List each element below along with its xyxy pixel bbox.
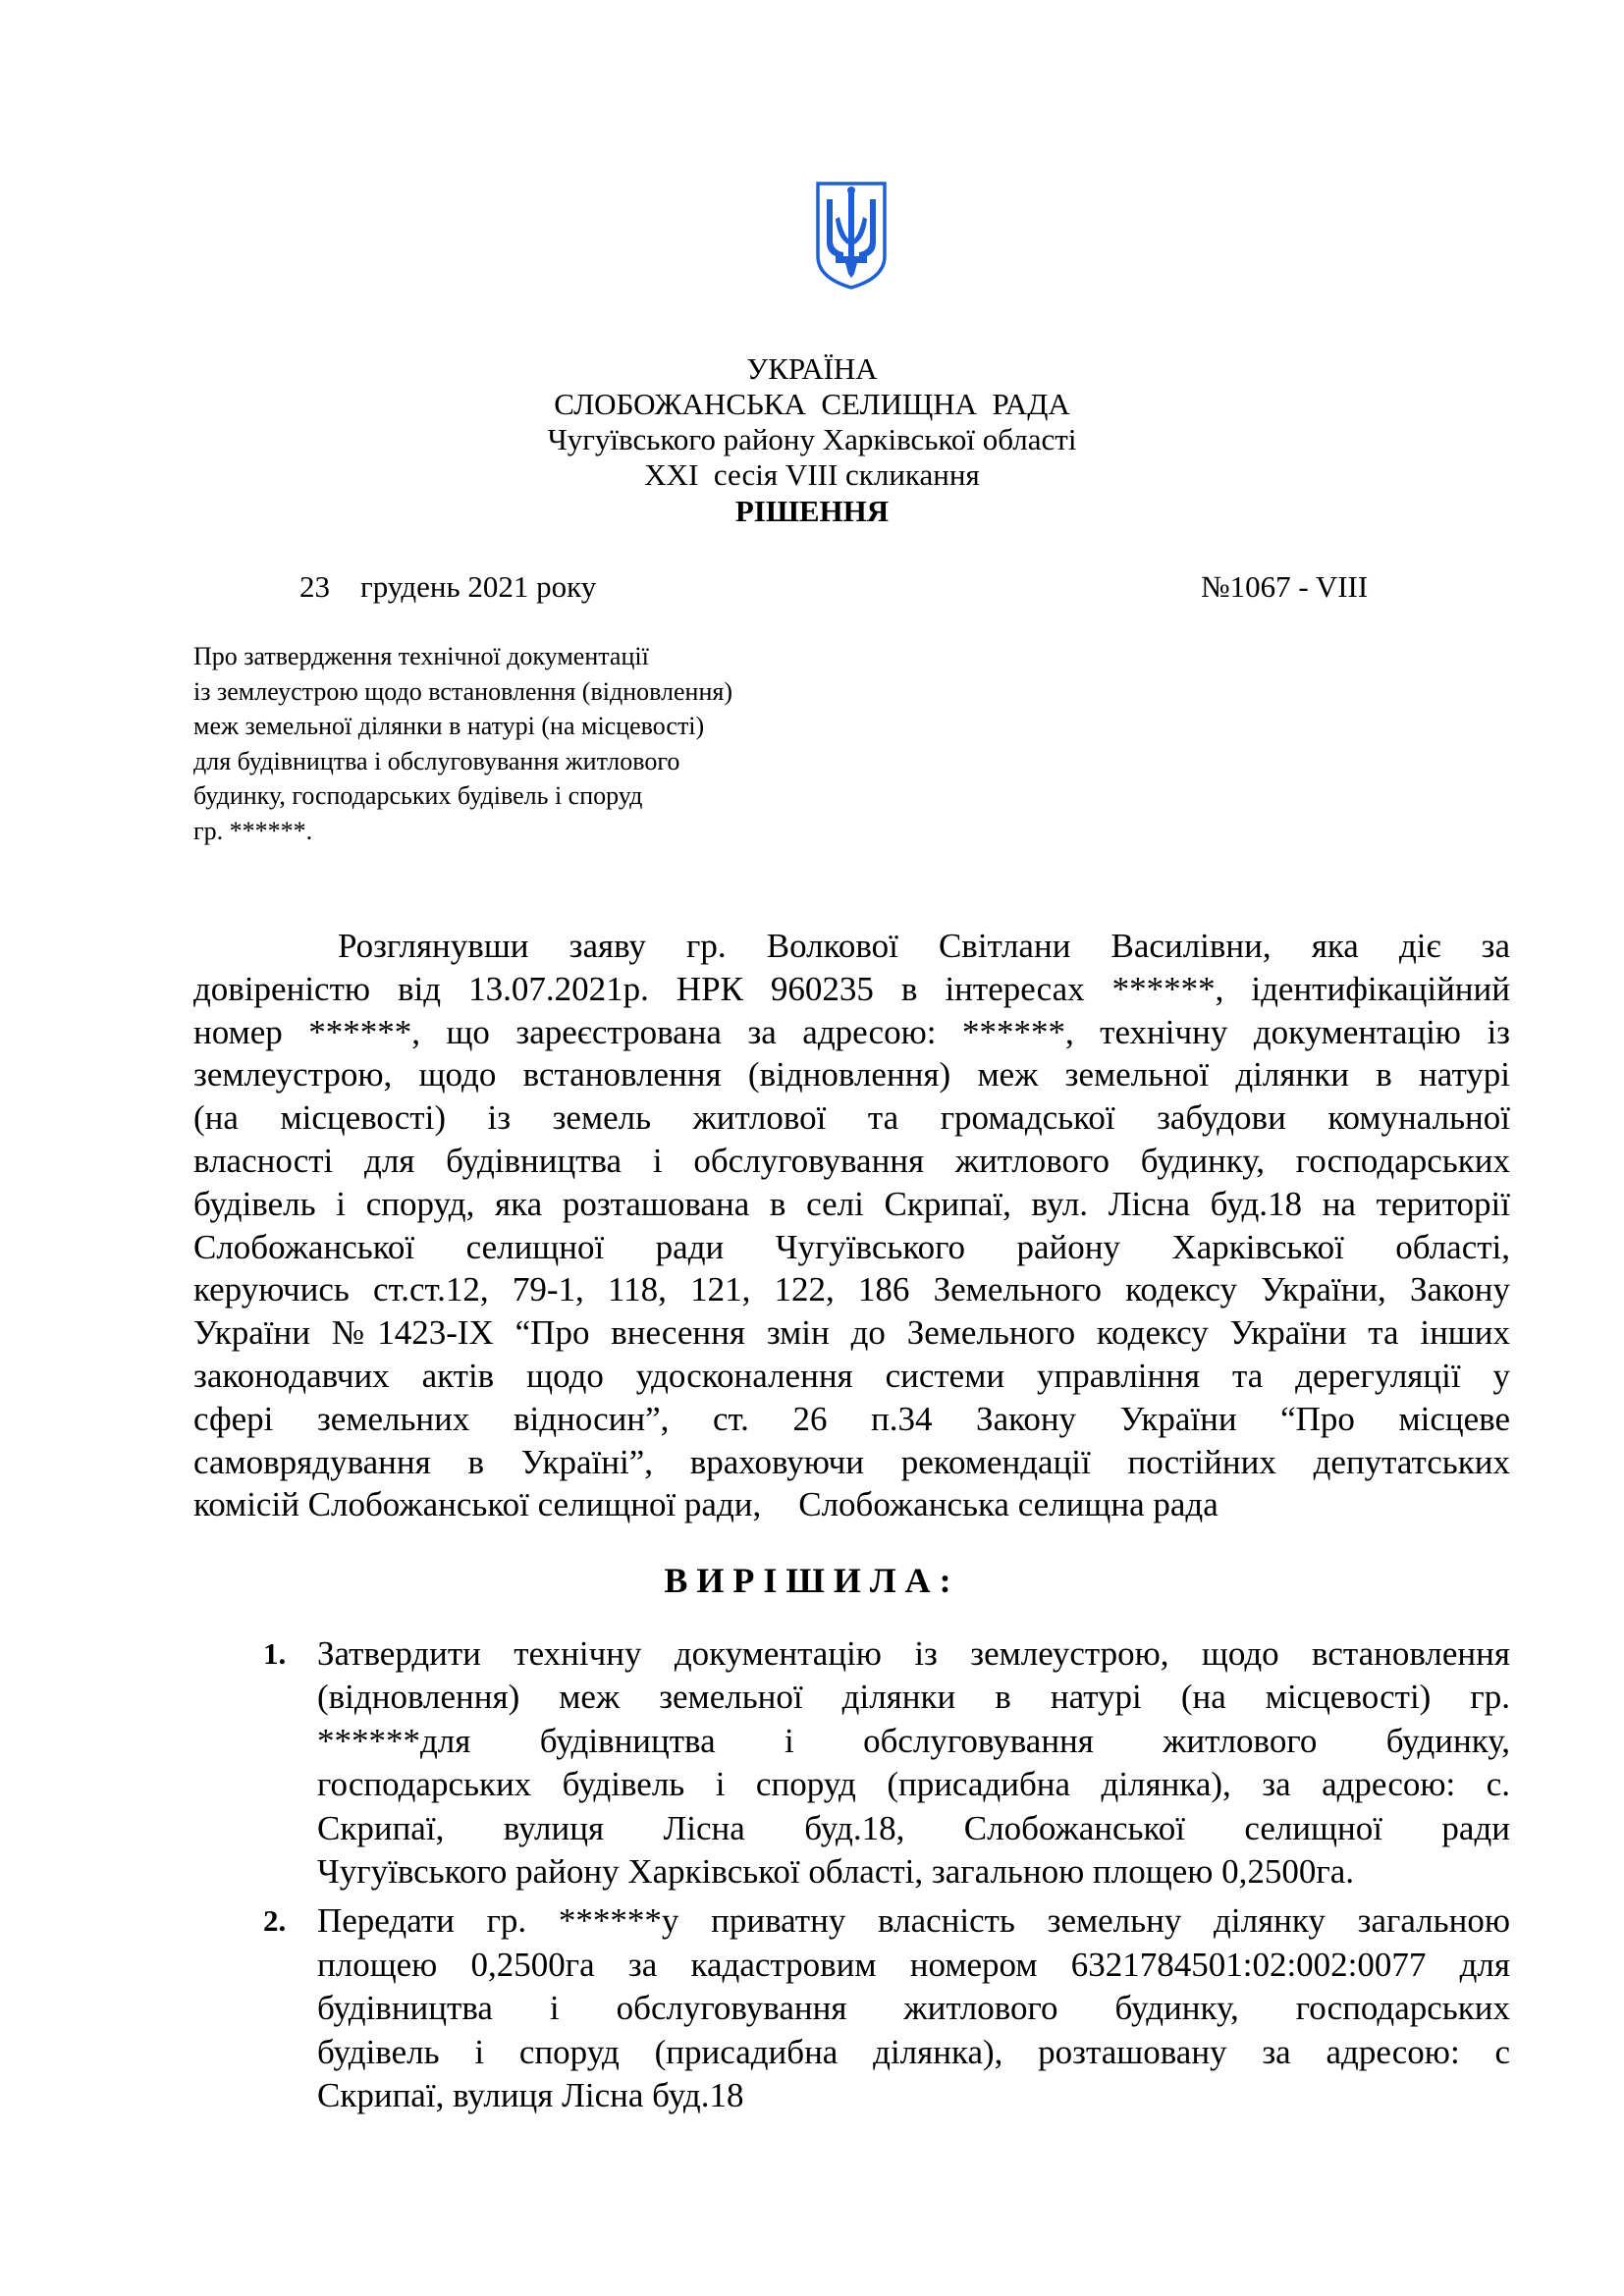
subject-line: із землеустрою щодо встановлення (відновлення) [193, 676, 732, 706]
paragraph-line: сфері земельних відносин”, ст. 26 п.34 Закону України “Про місцеве [193, 1399, 1510, 1438]
paragraph-line: (на місцевості) із земель житлової та громадської забудови комунальної [193, 1098, 1510, 1138]
district-name: Чугуївського району Харківської області [547, 422, 1077, 456]
list-item [193, 1632, 1510, 1894]
list-item-line: господарських будівель і споруд (присадибна ділянка), за адресою: с. [317, 1765, 1510, 1804]
list-item-line: будівель і споруд (присадибна ділянка), розташовану за адресою: с [317, 2032, 1510, 2071]
list-item-line: Скрипаї, вулиця Лісна буд.18, Слобожанської селищної ради [317, 1808, 1510, 1847]
subject-line: для будівництва і обслуговування житлового [193, 746, 680, 775]
paragraph-last-line [193, 1483, 1510, 1526]
subject-line: Про затвердження технічної документації [193, 642, 649, 670]
list-item-number: 2. [263, 1903, 287, 1939]
paragraph-line: власності для будівництва і обслуговування житлового будинку, господарських [193, 1141, 1510, 1180]
list-item-line: Затвердити технічну документацію із землеустрою, щодо встановлення [317, 1634, 1510, 1673]
subject-line: гр. ******. [193, 816, 313, 845]
list-item-line: Скрипаї, вулиця Лісна буд.18 [317, 2075, 744, 2114]
council-name: СЛОБОЖАНСЬКА СЕЛИЩНА РАДА [554, 387, 1070, 421]
list-item-line: будівництва і обслуговування житлового будинку, господарських [317, 1989, 1510, 2028]
list-item [193, 1899, 1510, 2117]
list-item-line: Передати гр. ******у приватну власність земельну ділянку загальною [317, 1901, 1510, 1941]
decision-date: 23 грудень 2021 року [299, 569, 597, 604]
list-item-line: Чугуївського району Харківської області, загальною площею 0,2500га. [317, 1851, 1354, 1891]
list-item-line: ******для будівництва і обслуговування житлового будинку, [317, 1721, 1510, 1760]
document-type-title: РІШЕННЯ [734, 494, 890, 528]
list-item-line: (відновлення) меж земельної ділянки в натурі (на місцевості) гр. [317, 1678, 1510, 1717]
decision-items-list [193, 1632, 1510, 2123]
country-name: УКРАЇНА [746, 351, 878, 386]
list-item-number: 1. [263, 1636, 287, 1671]
paragraph-line-part: комісій Слобожанської селищної ради, [193, 1485, 762, 1524]
subject-line: меж земельної ділянки в натурі (на місцевості) [193, 712, 705, 740]
paragraph-line: керуючись ст.ст.12, 79-1, 118, 121, 122, 186 Земельного кодексу України, Закону [193, 1270, 1510, 1309]
subject-line: будинку, господарських будівель і споруд [193, 781, 643, 810]
paragraph-line: самоврядування в Україні”, враховуючи рекомендації постійних депутатських [193, 1442, 1510, 1481]
session-info: XXI сесія VIII скликання [644, 457, 980, 492]
paragraph-line: землеустрою, щодо встановлення (відновлення) меж земельної ділянки в натурі [193, 1055, 1510, 1095]
paragraph-line: довіреністю від 13.07.2021р. НРК 960235 в інтересах ******, ідентифікаційний [193, 969, 1510, 1008]
ukraine-trident-icon [814, 180, 889, 292]
paragraph-line: номер ******, що зареєстрована за адресою: ******, технічну документацію із [193, 1012, 1510, 1051]
paragraph-line: Розглянувши заяву гр. Волкової Світлани Василівни, яка діє за [338, 927, 1510, 965]
document-header [0, 351, 1624, 493]
paragraph-line: Слобожанської селищної ради Чугуївського району Харківської області, [193, 1227, 1510, 1266]
list-item-line: площею 0,2500га за кадастровим номером 6321784501:02:002:0077 для [317, 1945, 1510, 1984]
paragraph-line: законодавчих актів щодо удосконалення системи управління та дерегуляції у [193, 1356, 1510, 1395]
decision-subject [193, 639, 732, 848]
paragraph-line: будівель і споруд, яка розташована в селі Скрипаї, вул. Лісна буд.18 на території [193, 1184, 1510, 1223]
paragraph-line: України №1423-IX “Про внесення змін до Земельного кодексу України та інших [193, 1313, 1510, 1353]
decision-number: №1067 - VIII [1201, 569, 1369, 604]
paragraph-line-part: Слобожанська селищна рада [798, 1485, 1218, 1524]
preamble-paragraph [193, 925, 1510, 1526]
decision-heading: ВИРІШИЛА: [664, 1561, 960, 1600]
